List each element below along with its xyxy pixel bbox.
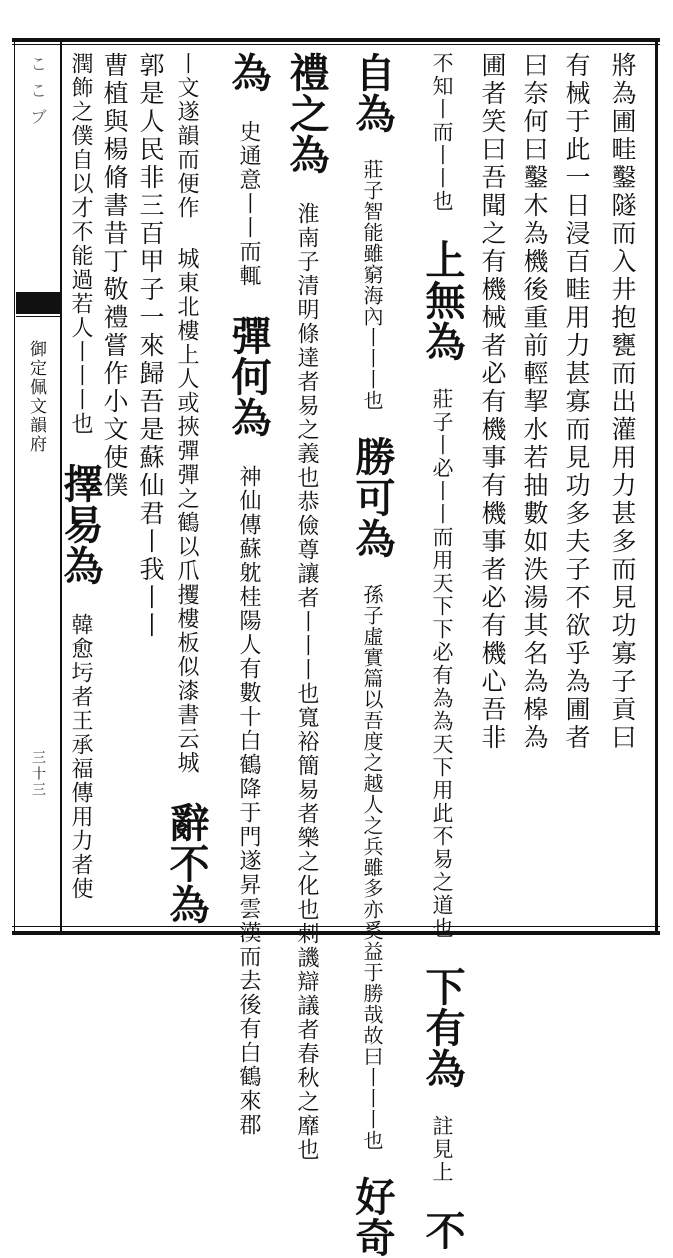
book-title: 御定佩文韻府 (26, 340, 46, 454)
column-text: 莊子智能雖窮海內丨丨丨也 (360, 159, 384, 411)
text-column-12 (57, 52, 104, 924)
column-text: 圃者笑曰吾聞之有機械者必有機事有機事者必有機心吾非 (478, 52, 507, 752)
headword: 自為 (349, 52, 396, 134)
text-column-4 (476, 52, 508, 924)
fish-tail-rule (16, 316, 60, 317)
headword: 辭不為 (163, 802, 210, 925)
page-number: 三十三 (30, 750, 46, 798)
bottom-inner-border (12, 926, 660, 927)
column-text: 城東北樓上人或挾彈彈之鶴以爪攫樓板似漆書云城 (174, 247, 199, 775)
headword: 為 (225, 52, 272, 93)
column-text: 將為圃畦鑿隧而入井抱甕而出灌用力甚多而見功寡子貢曰 (608, 52, 637, 752)
top-inner-border (12, 44, 660, 45)
text-column-10 (134, 52, 166, 924)
column-text: 註見上 (430, 1115, 454, 1184)
text-column-5 (419, 52, 466, 1251)
bottom-border (12, 931, 660, 935)
column-text: 有械于此一日浸百畦用力甚寡而見功多夫子不欲乎為圃者 (562, 52, 591, 752)
right-border (655, 38, 658, 935)
text-column-8 (225, 52, 272, 1137)
fish-tail-mark (16, 292, 60, 314)
column-text: 韓愈圬者王承福傳用力者使 (68, 613, 93, 901)
column-text: 神仙傳蘇躭桂陽人有數十白鶴降于門遂昇雲漢而去後有白鶴來郡 (236, 465, 261, 1137)
column-text: 郭是人民非三百甲子一來歸吾是蘇仙君丨我丨丨 (136, 52, 165, 640)
column-text: 曹植與楊脩書昔丁敬禮嘗作小文使僕 (100, 52, 129, 500)
headword: 勝可為 (349, 436, 396, 559)
column-text: 不知丨而丨丨也 (430, 52, 454, 213)
column-text: 潤飾之僕自以才不能過若人丨丨丨也 (68, 52, 93, 436)
headword: 好奇 (349, 1176, 396, 1258)
headword: 下有為 (419, 966, 466, 1089)
column-text: 莊子丨必丨丨而用天下下必有為為天下用此不易之道也 (430, 388, 454, 940)
headword: 不 (419, 1210, 466, 1251)
text-column-7 (283, 52, 330, 1162)
text-column-1 (606, 52, 638, 924)
headword: 彈何為 (225, 315, 272, 438)
column-text: 淮南子清明條達者易之義也恭儉尊讓者丨丨丨也寬裕簡易者樂之化也刺譏辯議者春秋之靡也 (294, 202, 319, 1162)
column-text: 曰奈何曰鑿木為機後重前輕挈水若抽數如泆湯其名為槔為 (520, 52, 549, 752)
text-column-6 (349, 52, 396, 1258)
headword: 禮之為 (283, 52, 330, 175)
margin-top-text: こ こ ブ (26, 55, 46, 127)
headword: 擇易為 (57, 463, 104, 586)
column-text: 丨文遂韻而便作 (174, 52, 199, 220)
text-column-3 (518, 52, 550, 924)
left-border (14, 38, 15, 935)
text-column-2 (560, 52, 592, 924)
top-border (12, 38, 660, 42)
headword: 上無為 (419, 239, 466, 362)
column-text: 史通意丨丨而輒 (236, 120, 261, 288)
text-column-9 (163, 52, 210, 925)
column-text: 孫子虛實篇以吾度之越人之兵雖多亦奚益于勝哉故曰丨丨丨也 (360, 584, 384, 1151)
